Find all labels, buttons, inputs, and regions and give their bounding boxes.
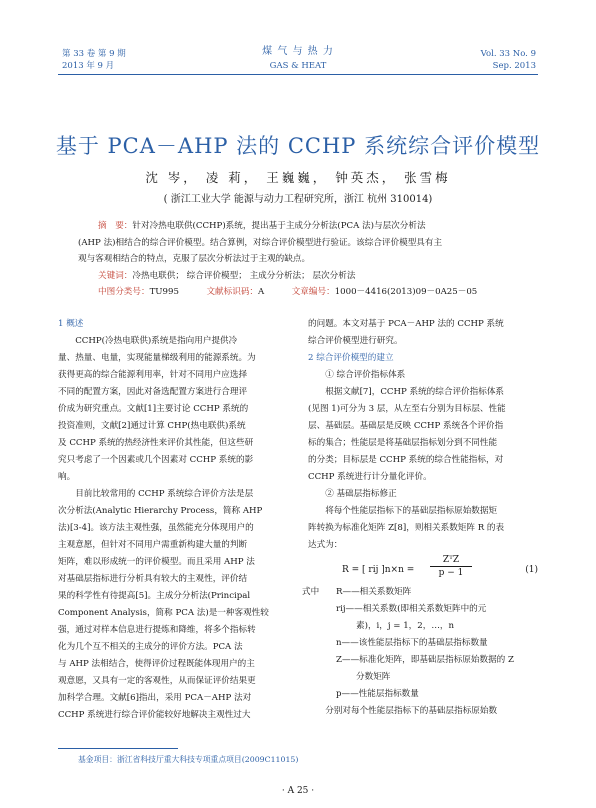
para-2-line: 化为几个互不相关的主成分的评价方法。PCA 法 <box>58 642 243 652</box>
definition-line: 分数矩阵 <box>356 672 391 682</box>
para-2-line: 法)[3-4]。该方法主观性强，虽然能充分体现用户的 <box>58 523 254 533</box>
paper-affiliation: ( 浙江工业大学 能源与动力工程研究所，浙江 杭州 310014) <box>163 194 433 205</box>
para-3-line: CCHP 系统进行计分量化评价。 <box>308 472 432 482</box>
para-1-line: CCHP(冷热电联供)系统是指向用户提供冷 <box>75 336 238 346</box>
para-1-line: 投资准则，文献[2]通过计算 CHP(热电联供)系统 <box>58 421 246 431</box>
para-3-line: (见图 1)可分为 3 层，从左至右分别为目标层、性能 <box>308 404 506 414</box>
journal-date: 2013 年 9 月 <box>62 61 115 71</box>
right-column <box>302 316 538 720</box>
para-3-line: 根据文献[7]，CCHP 系统的综合评价指标体系 <box>325 387 505 397</box>
paper-authors: 沈 岑， 凌 莉， 王巍巍， 钟英杰， 张雪梅 <box>145 170 451 185</box>
para-1-line: 获得更高的综合能源利用率，针对不同用户应选择 <box>58 370 248 380</box>
para-1-line: 响。 <box>58 472 76 482</box>
journal-date-en: Sep. 2013 <box>492 61 536 71</box>
abstract-label: 摘 要： <box>98 221 133 231</box>
funding-footnote: 基金项目：浙江省科技厅重大科技专项重点项目(2009C11015) <box>78 755 299 764</box>
equation-number: (1) <box>525 565 538 575</box>
abstract-line-2: (AHP 法)相结合的综合评价模型。结合算例，对综合评价模型进行验证。该综合评价模型具有主 <box>78 237 443 248</box>
subsection-1-heading: ① 综合评价指标体系 <box>325 370 406 380</box>
para-1-line: 价成为研究重点。文献[1]主要讨论 CCHP 系统的 <box>58 404 249 414</box>
definition-line: 素)，i，j = 1，2，…，n <box>356 621 455 631</box>
para-2-line: 观意愿，又具有一定的客观性，从而保证评价结果更 <box>58 676 256 686</box>
left-column <box>58 316 295 724</box>
subsection-2-heading: ② 基础层指标修正 <box>325 489 397 499</box>
paper-title: 基于 PCA－AHP 法的 CCHP 系统综合评价模型 <box>55 134 541 158</box>
keywords: 冷热电联供； 综合评价模型； 主成分分析法； 层次分析法 <box>132 270 356 281</box>
article-no-label: 文章编号： <box>291 287 335 297</box>
para-1-line: 究只考虑了一个因素或几个因素对 CCHP 系统的影 <box>58 455 254 465</box>
para-1-line: 及 CCHP 系统的热经济性来评价其性能，但这些研 <box>58 438 254 448</box>
para-4-line: 达式为： <box>308 540 343 550</box>
header-rule <box>58 74 538 75</box>
definition-line: R——相关系数矩阵 <box>336 587 412 597</box>
para-5-line: 分别对每个性能层指标下的基础层指标原始数 <box>325 706 498 716</box>
footnote-rule <box>58 748 178 749</box>
keywords-label: 关键词： <box>98 270 133 281</box>
abstract-line-1: 针对冷热电联供(CCHP)系统，提出基于主成分分析法(PCA 法)与层次分析法 <box>132 221 426 231</box>
para-2-line: 矩阵，难以形成统一的评价模型。而且采用 AHP 法 <box>58 557 255 567</box>
para-4-line: 阵转换为标准化矩阵 Z[8]，则相关系数矩阵 R 的表 <box>308 523 505 533</box>
journal-name-cn: 煤 气 与 热 力 <box>262 46 334 57</box>
abstract <box>78 218 518 301</box>
clc-label: 中图分类号： <box>98 287 150 297</box>
definition-line: n——该性能层指标下的基础层指标数量 <box>336 638 488 648</box>
clc-value: TU995 <box>149 287 179 297</box>
section-1-heading: 1 概述 <box>58 319 84 329</box>
abstract-line-3: 观与客观相结合的特点，克服了层次分析法过于主观的缺点。 <box>78 254 311 264</box>
para-3-line: 标的集合；性能层是将基础层指标划分到不同性能 <box>308 438 498 448</box>
para-2-line: 主观意愿，但针对不同用户需重新构建大量的判断 <box>58 540 248 550</box>
para-3-line: 层、基础层。基础层是反映 CCHP 系统各个评价指 <box>308 421 504 431</box>
para-2-line: 次分析法(Analytic Hierarchy Process，简称 AHP <box>58 506 263 516</box>
equation-denominator: p − 1 <box>438 568 464 578</box>
doc-code-label: 文献标识码： <box>206 287 259 297</box>
para-2-line: 目前比较常用的 CCHP 系统综合评价方法是层 <box>75 489 254 499</box>
journal-name-en: GAS & HEAT <box>269 61 327 71</box>
journal-volume-en: Vol. 33 No. 9 <box>480 49 536 59</box>
section-2-heading: 2 综合评价模型的建立 <box>308 353 394 363</box>
article-no-value: 1000－4416(2013)09－0A25－05 <box>334 287 478 297</box>
doc-code-value: A <box>258 287 265 297</box>
equation-fraction <box>430 554 472 579</box>
where-label: 式中 <box>302 587 320 597</box>
equation-lhs: R = [ rij ]n×n = <box>342 565 415 575</box>
para-2-line: 与 AHP 法相结合，使得评价过程既能体现用户的主 <box>58 659 255 669</box>
definition-line: Z——标准化矩阵，即基础层指标原始数据的 Z <box>336 655 514 665</box>
para-4-line: 将每个性能层指标下的基础层指标原始数据矩 <box>325 506 498 516</box>
para-2-line: 加科学合理。文献[6]指出，采用 PCA－AHP 法对 <box>58 693 252 703</box>
para-cont-line: 的问题。本文对基于 PCA－AHP 法的 CCHP 系统 <box>308 319 504 329</box>
para-2-line: 果的科学性有待提高[5]。主成分分析法(Principal <box>58 591 251 601</box>
para-2-line: Component Analysis，简称 PCA 法)是一种客观性较 <box>58 608 269 618</box>
para-2-line: CCHP 系统进行综合评价能较好地解决主观性过大 <box>58 710 251 720</box>
para-1-line: 量、热量、电量，实现能量梯级利用的能源系统。为 <box>58 353 256 363</box>
definition-line: rij——相关系数(即相关系数矩阵中的元 <box>336 604 487 614</box>
equation-numerator: ZᵀZ <box>430 554 472 567</box>
para-cont-line: 综合评价模型进行研究。 <box>308 336 403 346</box>
para-1-line: 不同的配置方案，因此对备选配置方案进行合理评 <box>58 387 248 397</box>
para-2-line: 对基础层指标进行分析具有较大的主观性，评价结 <box>58 574 248 584</box>
journal-volume: 第 33 卷 第 9 期 <box>62 49 126 59</box>
equation-1 <box>308 554 538 584</box>
para-3-line: 的分类；目标层是 CCHP 系统的综合性能指标，对 <box>308 455 504 465</box>
page-number: · A 25 · <box>281 786 315 796</box>
definition-line: p——性能层指标数量 <box>336 689 419 699</box>
para-2-line: 强，通过对样本信息进行提炼和降维，将多个指标转 <box>58 625 256 635</box>
